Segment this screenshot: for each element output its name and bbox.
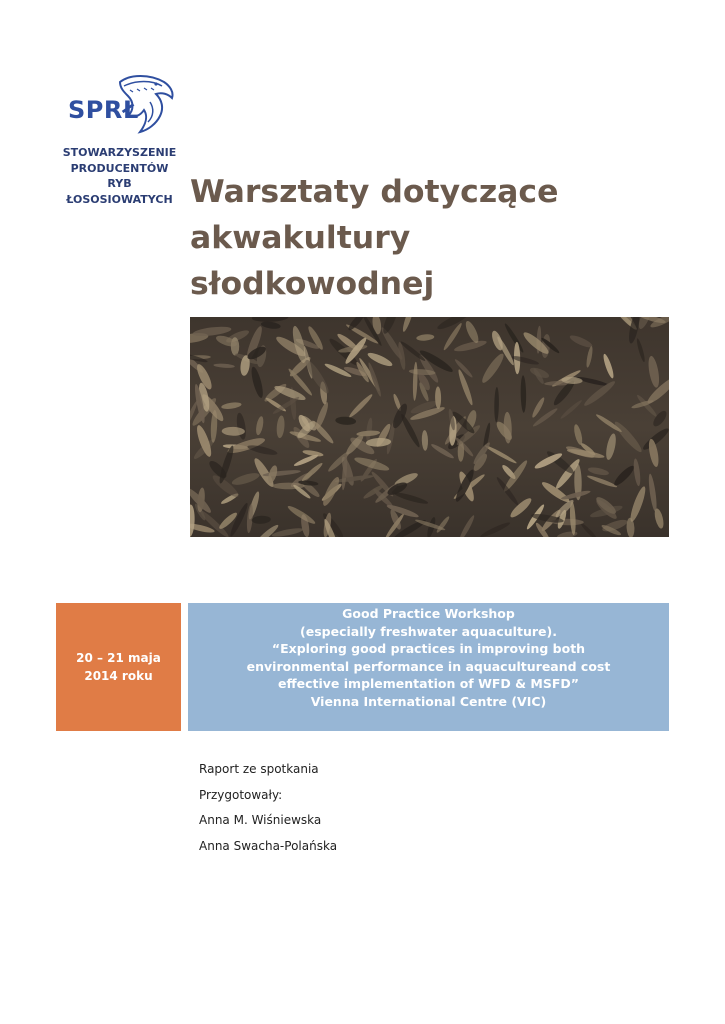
organization-name <box>52 145 187 207</box>
org-name-line: RYB <box>107 177 132 190</box>
title-line: Warsztaty dotyczące <box>190 174 559 210</box>
author-name: Anna M. Wiśniewska <box>199 813 322 827</box>
event-line: environmental performance in aquacultureand cost <box>246 658 611 674</box>
report-info <box>199 757 337 859</box>
author-name: Anna Swacha-Polańska <box>199 838 338 853</box>
event-line: effective implementation of WFD & MSFD” <box>278 676 579 691</box>
title-line: słodkowodnej <box>190 266 435 302</box>
event-date-range: 20 – 21 maja <box>76 651 161 665</box>
org-name-line: PRODUCENTÓW <box>70 161 169 175</box>
event-description-box <box>188 603 669 731</box>
event-date-year: 2014 roku <box>84 669 153 683</box>
fish-fry-image <box>190 317 669 537</box>
prepared-by-label: Przygotowały: <box>199 787 283 802</box>
document-title <box>190 169 670 307</box>
logo-acronym: SPRŁ <box>68 96 139 124</box>
event-line: Vienna International Centre (VIC) <box>310 693 547 709</box>
event-date-box <box>56 603 181 731</box>
event-line: Good Practice Workshop <box>342 606 515 621</box>
event-line: “Exploring good practices in improving both <box>271 641 586 656</box>
event-line: (especially freshwater aquaculture). <box>300 623 557 639</box>
org-name-line: ŁOSOSIOWATYCH <box>66 192 173 206</box>
org-name-line: STOWARZYSZENIE <box>62 146 177 159</box>
organization-logo <box>52 72 187 212</box>
report-subtitle: Raport ze spotkania <box>199 762 319 776</box>
title-line: akwakultury <box>190 220 411 256</box>
fish-fry-photo <box>190 317 669 537</box>
